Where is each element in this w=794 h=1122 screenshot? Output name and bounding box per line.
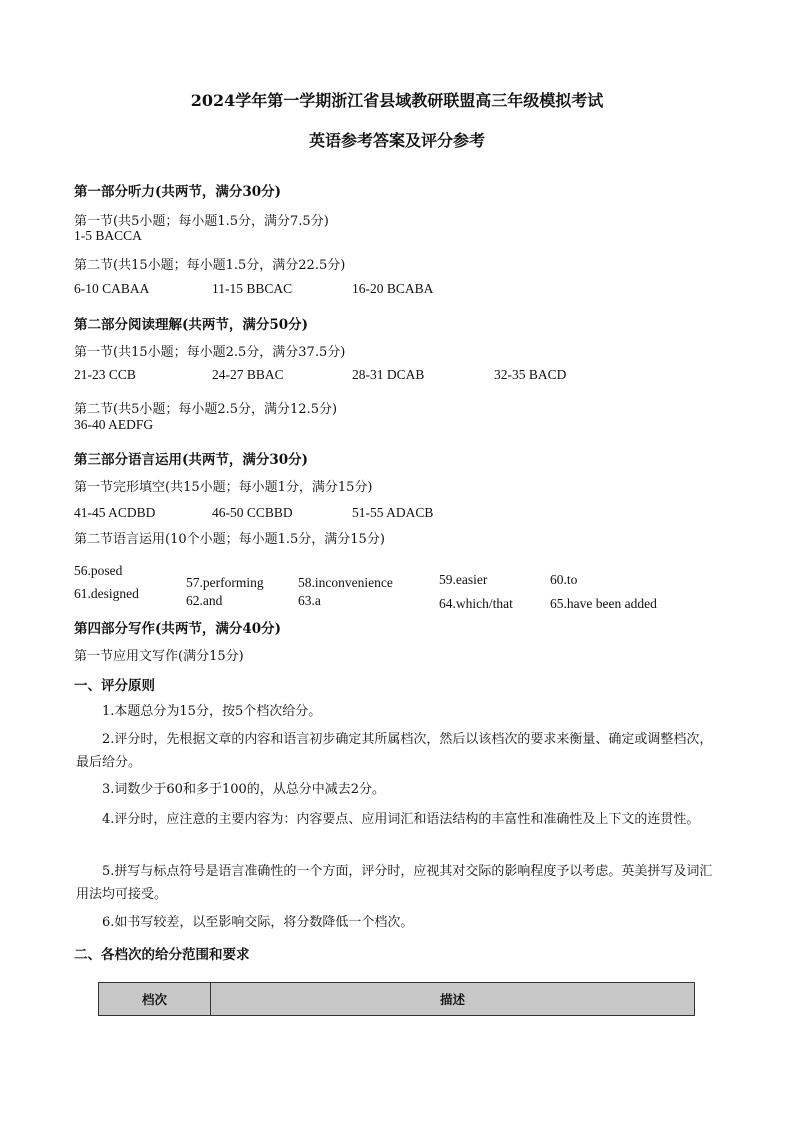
answer-item: 57.performing [186,575,264,590]
ranges-heading: 二、各档次的给分范围和要求 [74,947,250,963]
answer-item: 56.posed [74,563,123,578]
answer-group: 32-35 BACD [494,367,567,382]
principle-item: 5.拼写与标点符号是语言准确性的一个方面，评分时，应视其对交际的影响程度予以考虑。英美拼写及词汇用法均可接受。 [76,864,713,902]
part2-heading: 第二部分阅读理解(共两节，满分50分) [74,317,309,333]
principle-item: 1.本题总分为15分，按5个档次给分。 [102,704,322,719]
answer-group: 16-20 BCABA [352,281,434,296]
answer-group: 41-45 ACDBD [74,505,156,520]
principle-item: 4.评分时，应注意的主要内容为：内容要点、应用词汇和语法结构的丰富性和准确性及上下文的连贯性。 [102,812,700,827]
table-header-level: 档次 [99,983,211,1016]
part3-sec1-desc: 第一节完形填空(共15小题；每小题1分，满分15分) [74,480,373,495]
answer-item: 64.which/that [439,596,513,611]
answer-item: 61.designed [74,586,139,601]
answer-group: 46-50 CCBBD [212,505,293,520]
answer-item: 58.inconvenience [298,575,393,590]
part3-sec2-desc: 第二节语言运用(10个小题；每小题1.5分，满分15分) [74,532,385,547]
principles-heading: 一、评分原则 [74,678,155,694]
part4-sec1-desc: 第一节应用文写作(满分15分) [74,649,244,664]
answer-group: 24-27 BBAC [212,367,284,382]
answer-item: 60.to [550,572,578,587]
grading-table [98,982,695,1016]
principle-item: 6.如书写较差，以至影响交际，将分数降低一个档次。 [102,915,414,930]
answer-group: 6-10 CABAA [74,281,150,296]
answer-group: 36-40 AEDFG [74,417,154,432]
answer-group: 28-31 DCAB [352,367,425,382]
answer-group: 51-55 ADACB [352,505,434,520]
answer-item: 62.and [186,593,223,608]
part1-sec2-desc: 第二节(共15小题；每小题1.5分，满分22.5分) [74,258,346,273]
principle-item: 2.评分时，先根据文章的内容和语言初步确定其所属档次，然后以该档次的要求来衡量、确定或调整档次，最后给分。 [76,732,713,770]
answer-group: 1-5 BACCA [74,228,142,243]
answer-group: 11-15 BBCAC [212,281,293,296]
part3-heading: 第三部分语言运用(共两节，满分30分) [74,452,309,468]
part4-heading: 第四部分写作(共两节，满分40分) [74,621,282,637]
answer-item: 65.have been added [550,596,657,611]
answer-item: 59.easier [439,572,488,587]
part1-sec1-desc: 第一节(共5小题；每小题1.5分，满分7.5分) [74,214,329,229]
principle-item: 3.词数少于60和多于100的，从总分中减去2分。 [102,782,386,797]
table-header-description: 描述 [211,983,695,1016]
page-title: 2024学年第一学期浙江省县域教研联盟高三年级模拟考试 [190,91,604,110]
answer-item: 63.a [298,593,321,608]
page-subtitle: 英语参考答案及评分参考 [308,131,485,150]
part1-heading: 第一部分听力(共两节，满分30分) [74,184,282,200]
part2-sec2-desc: 第二节(共5小题；每小题2.5分，满分12.5分) [74,402,338,417]
table-header-row [99,983,695,1016]
answer-group: 21-23 CCB [74,367,136,382]
part2-sec1-desc: 第一节(共15小题；每小题2.5分，满分37.5分) [74,345,346,360]
